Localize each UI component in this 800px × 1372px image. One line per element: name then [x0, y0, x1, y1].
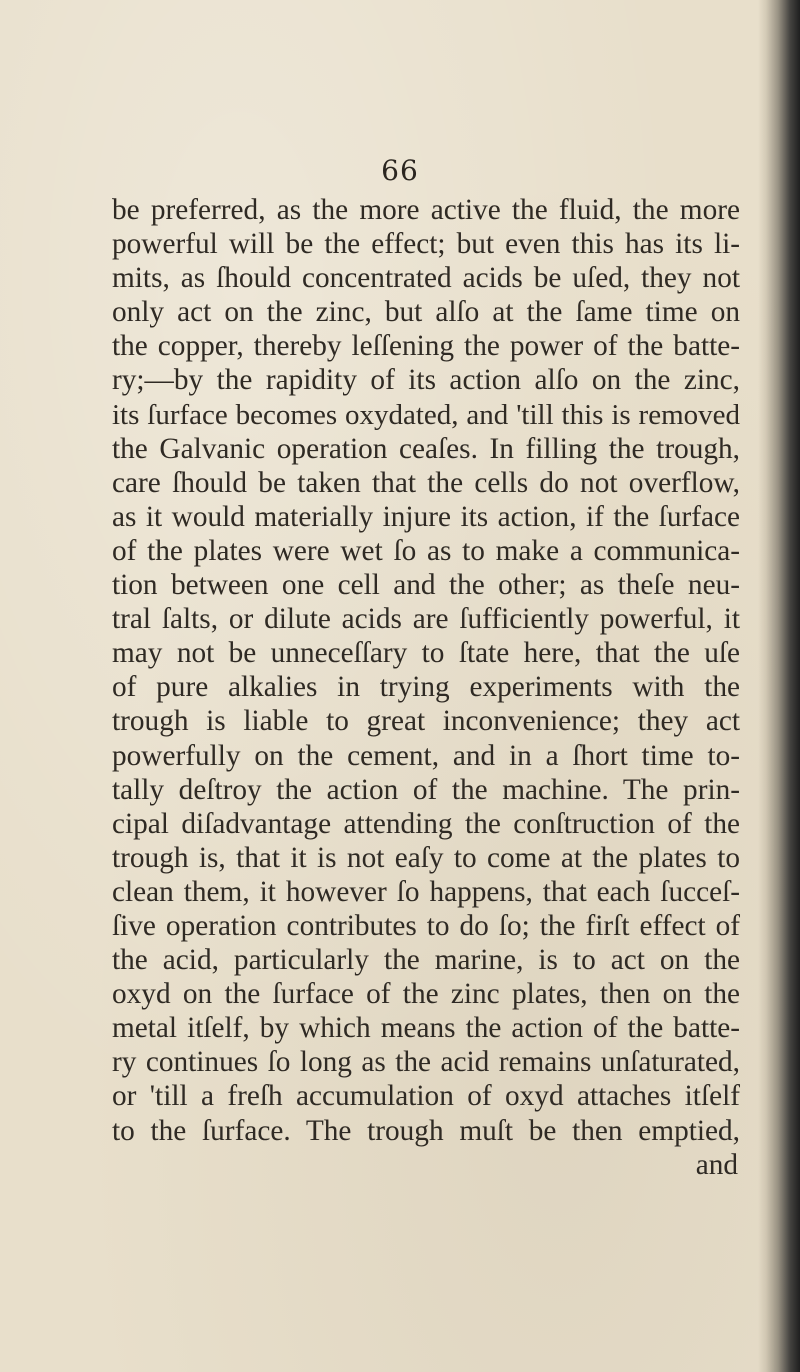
- text-line: only act on the zinc, but alſo at the ſame time on: [112, 296, 740, 329]
- text-line: tion between one cell and the other; as theſe neu-: [112, 569, 740, 602]
- text-line: may not be unneceſſary to ſtate here, that the uſe: [112, 637, 740, 670]
- text-line: or 'till a freſh accumulation of oxyd attaches itſelf: [112, 1080, 740, 1113]
- text-line: ry;—by the rapidity of its action alſo on the zinc,: [112, 364, 740, 397]
- text-line: as it would materially injure its action, if the ſurface: [112, 500, 740, 533]
- text-line: clean them, it however ſo happens, that each ſucceſ-: [112, 875, 740, 908]
- text-line: oxyd on the ſurface of the zinc plates, then on the: [112, 978, 740, 1011]
- text-line: powerful will be the effect; but even this has its li-: [112, 228, 740, 261]
- text-line: of pure alkalies in trying experiments with the: [112, 671, 740, 704]
- text-line: care ſhould be taken that the cells do not overflow,: [112, 466, 740, 499]
- text-line: tally deſtroy the action of the machine. The prin-: [112, 773, 740, 806]
- text-line: the copper, thereby leſſening the power of the batte-: [112, 330, 740, 363]
- text-line: of the plates were wet ſo as to make a communica-: [112, 534, 740, 567]
- text-line: ſive operation contributes to do ſo; the firſt effect of: [112, 909, 740, 942]
- text-line: tral ſalts, or dilute acids are ſufficiently powerful, it: [112, 603, 740, 636]
- text-line: trough is, that it is not eaſy to come at the plates to: [112, 841, 740, 874]
- text-line: cipal diſadvantage attending the conſtruction of the: [112, 807, 740, 840]
- page-binding-shadow: [758, 0, 800, 1372]
- body-text: [112, 193, 740, 1182]
- text-line: the Galvanic operation ceaſes. In filling the trough,: [112, 432, 740, 465]
- text-line: be preferred, as the more active the fluid, the more: [112, 194, 740, 226]
- page-number: 66: [381, 154, 419, 187]
- text-line: the acid, particularly the marine, is to act on the: [112, 944, 740, 977]
- catchword: and: [695, 1148, 738, 1181]
- text-line: trough is liable to great inconvenience; they act: [112, 705, 740, 738]
- text-line: powerfully on the cement, and in a ſhort time to-: [112, 739, 740, 772]
- text-line: to the ſurface. The trough muſt be then emptied,: [112, 1114, 740, 1147]
- text-line: metal itſelf, by which means the action of the batte-: [112, 1012, 740, 1045]
- text-line: its ſurface becomes oxydated, and 'till this is removed: [112, 398, 740, 431]
- text-line: ry continues ſo long as the acid remains unſaturated,: [112, 1046, 740, 1079]
- text-line: mits, as ſhould concentrated acids be uſed, they not: [112, 262, 740, 295]
